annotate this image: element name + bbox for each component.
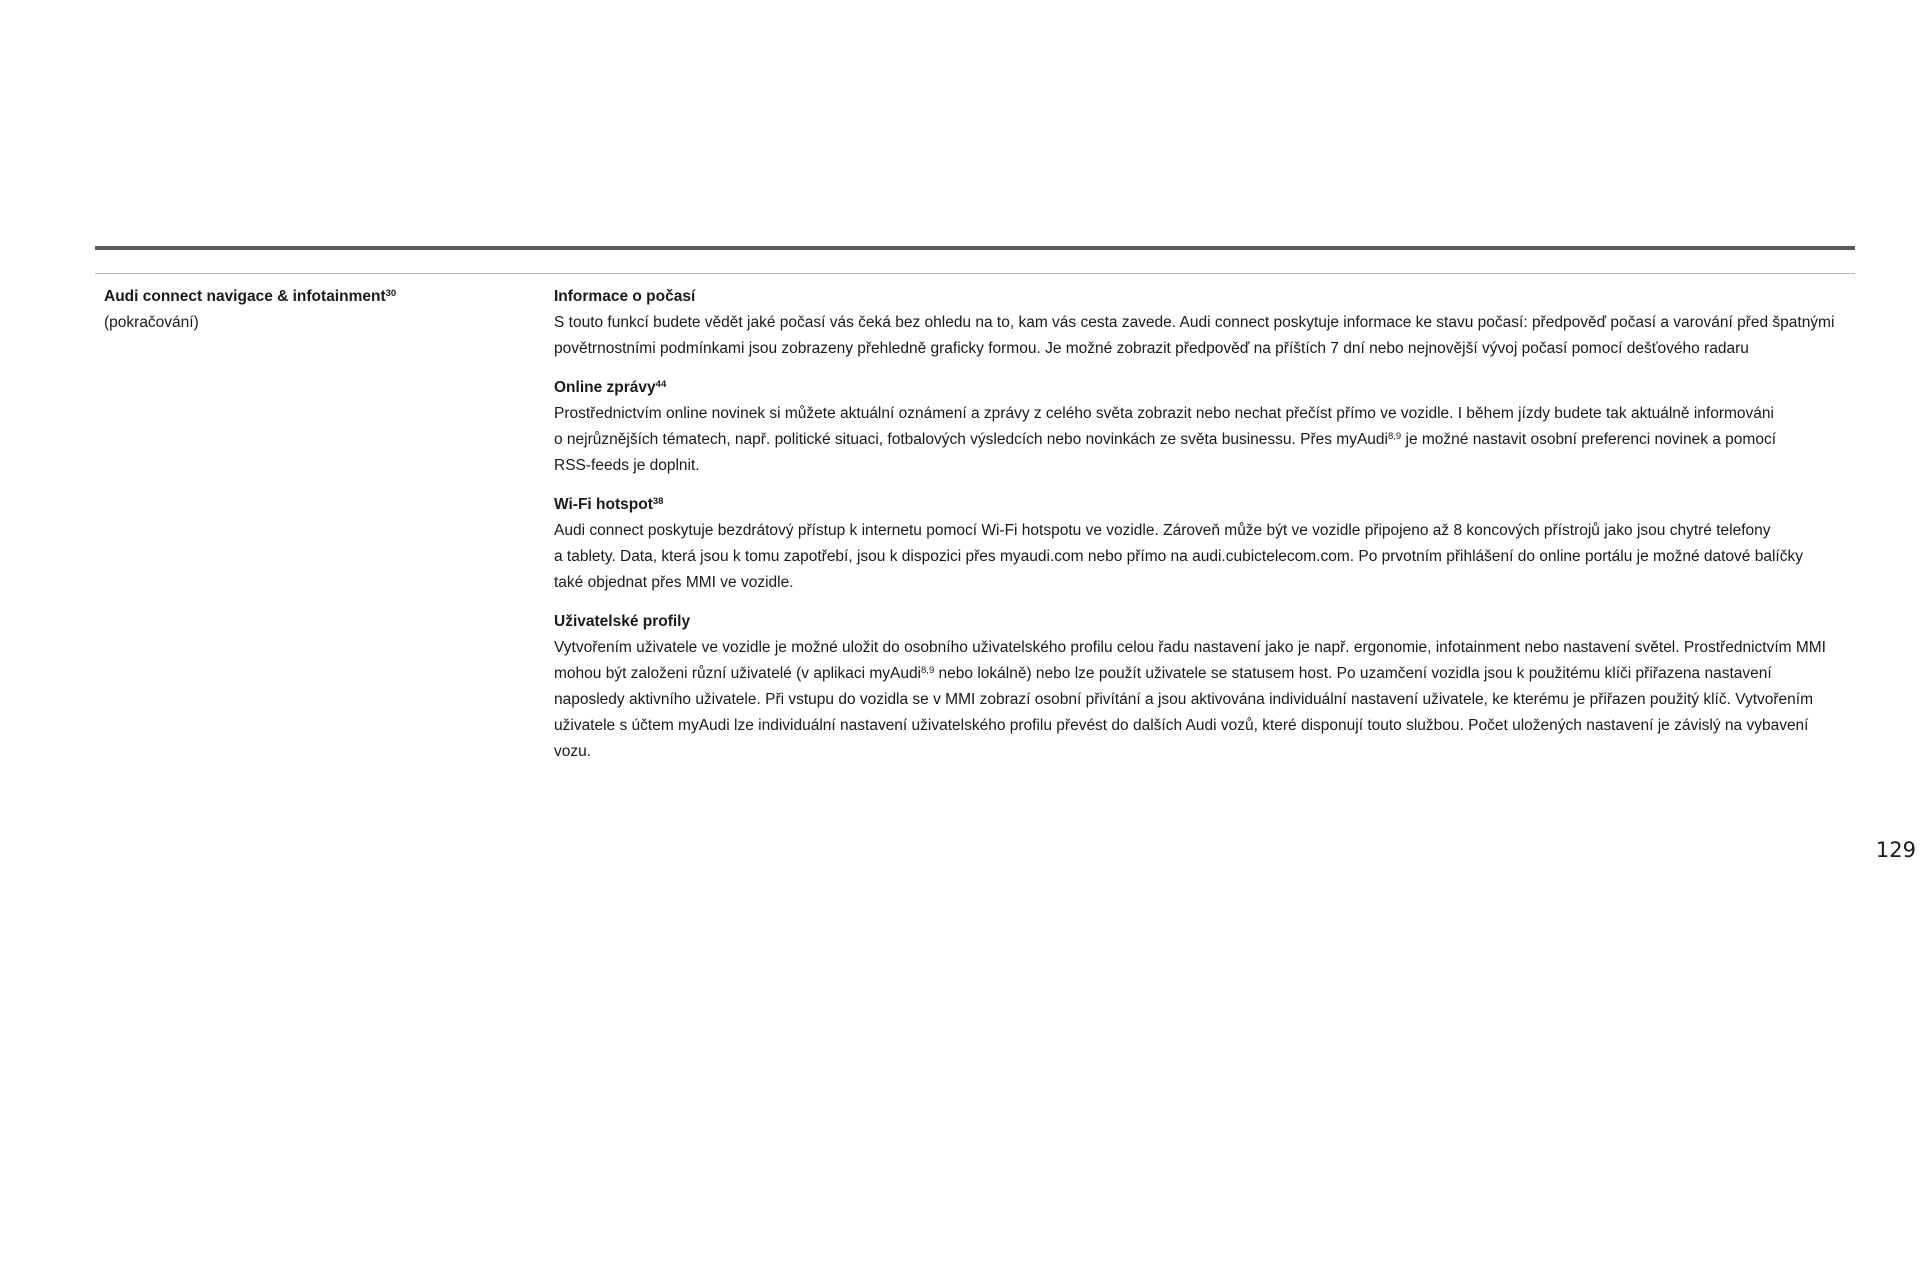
- section-online-news: [554, 375, 1852, 479]
- section-body: [554, 401, 1852, 479]
- body-line: a tablety. Data, která jsou k tomu zapotřebí, jsou k dispozici přes myaudi.com nebo přímo na audi.cubictelecom.com. Po prvotním přihlášení do online portálu je možné datové balíčky: [554, 548, 1803, 565]
- category-title: [104, 284, 524, 310]
- body-line: mohou být založeni různí uživatelé (v aplikaci myAudi: [554, 665, 922, 682]
- body-line: S touto funkcí budete vědět jaké počasí vás čeká bez ohledu na to, kam vás cesta zavede. Audi connect poskytuje informace ke stavu počasí: předpověď počasí a varování před špatnými: [554, 314, 1835, 331]
- section-body: [554, 635, 1852, 765]
- section-weather: [554, 284, 1852, 362]
- category-title-text: Audi connect navigace & infotainment: [104, 288, 386, 305]
- section-title-text: Online zprávy: [554, 379, 656, 396]
- section-title-footnote: 44: [655, 379, 667, 390]
- section-title-text: Informace o počasí: [554, 288, 696, 305]
- section-user-profiles: [554, 609, 1852, 765]
- body-line: povětrnostními podmínkami jsou zobrazeny přehledně graficky formou. Je možné zobrazit předpověď na příštích 7 dní nebo nejnovější vývoj počasí pomocí dešťového radaru: [554, 340, 1749, 357]
- body-line: také objednat přes MMI ve vozidle.: [554, 574, 794, 591]
- section-title-text: Wi-Fi hotspot: [554, 496, 653, 513]
- body-line: vozu.: [554, 743, 592, 760]
- left-column: [104, 284, 524, 336]
- header-rule-thin: [95, 273, 1855, 274]
- section-title: [554, 284, 1852, 310]
- section-title-footnote: 38: [652, 496, 664, 507]
- section-body: [554, 518, 1852, 596]
- section-title: [554, 492, 1852, 518]
- body-line: Audi connect poskytuje bezdrátový přístup k internetu pomocí Wi-Fi hotspotu ve vozidle. Zároveň může být ve vozidle připojeno až 8 koncových přístrojů jako jsou chytré telefony: [554, 522, 1771, 539]
- header-rule-thick: [95, 246, 1855, 250]
- body-line: o nejrůznějších tématech, např. politické situaci, fotbalových výsledcích nebo novinkách ze světa businessu. Přes myAudi: [554, 431, 1388, 448]
- body-line: naposledy aktivního uživatele. Při vstupu do vozidla se v MMI zobrazí osobní přivítání a jsou aktivována individuální nastavení uživatele, ke kterému je přiřazen použitý klíč. Vytvořením: [554, 691, 1814, 708]
- footnote-ref: 8,9: [1388, 431, 1402, 442]
- body-line: je možné nastavit osobní preferenci novinek a pomocí: [1401, 431, 1777, 448]
- section-title: [554, 609, 1852, 635]
- body-line: RSS-feeds je doplnit.: [554, 457, 700, 474]
- section-wifi-hotspot: [554, 492, 1852, 596]
- body-line: uživatele s účtem myAudi lze individuální nastavení uživatelského profilu převést do dalších Audi vozů, které disponují touto službou. Počet uložených nastavení je závislý na vybavení: [554, 717, 1809, 734]
- page-number: 129: [1875, 838, 1916, 862]
- body-line: nebo lokálně) nebo lze použít uživatele se statusem host. Po uzamčení vozidla jsou k použitému klíči přiřazena nastavení: [934, 665, 1772, 682]
- section-title-text: Uživatelské profily: [554, 613, 691, 630]
- section-title: [554, 375, 1852, 401]
- footnote-ref: 8,9: [921, 665, 935, 676]
- category-subtitle: (pokračování): [104, 314, 199, 331]
- body-line: Prostřednictvím online novinek si můžete aktuální oznámení a zprávy z celého světa zobrazit nebo nechat přečíst přímo ve vozidle. I během jízdy budete tak aktuálně informováni: [554, 405, 1774, 422]
- category-title-footnote: 30: [385, 288, 397, 299]
- right-column: [554, 284, 1852, 778]
- section-body: [554, 310, 1852, 362]
- body-line: Vytvořením uživatele ve vozidle je možné uložit do osobního uživatelského profilu celou řadu nastavení jako je např. ergonomie, infotainment nebo nastavení světel. Prostřednictvím MMI: [554, 639, 1826, 656]
